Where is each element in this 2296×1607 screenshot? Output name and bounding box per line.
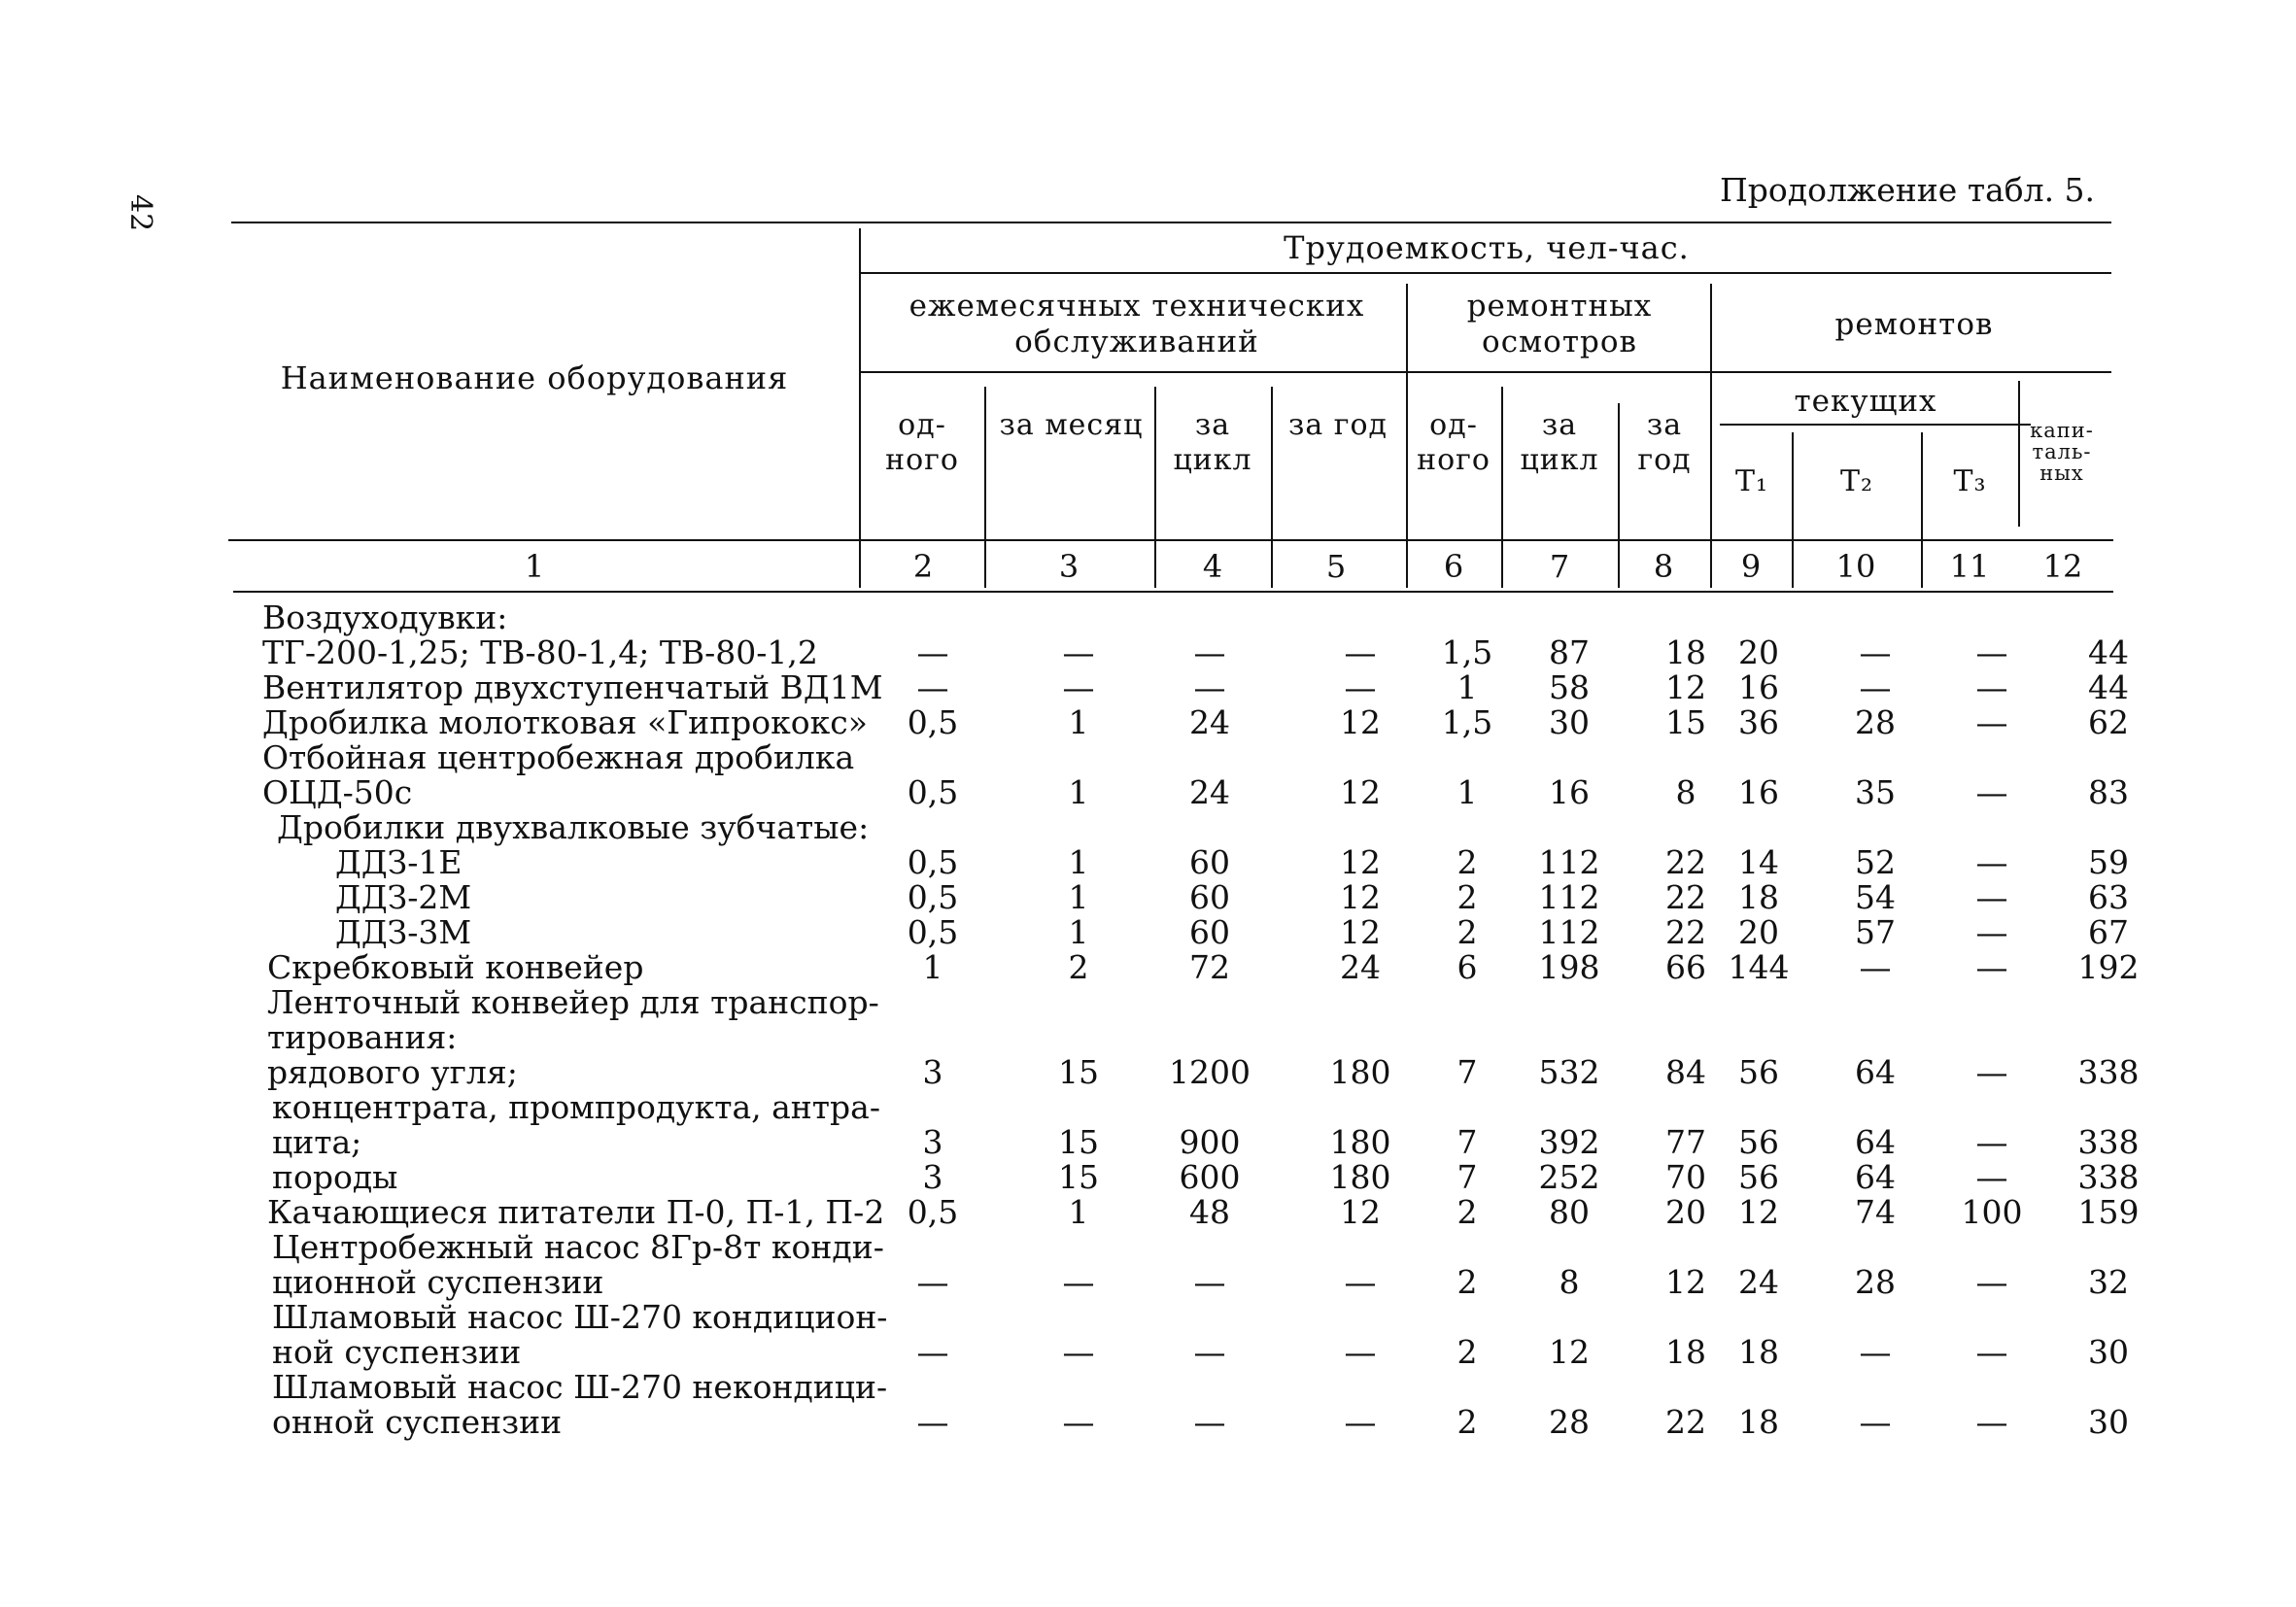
name-col-divider <box>859 228 861 588</box>
value-cell-col7: 87 <box>1549 633 1590 671</box>
table-row <box>0 1298 2296 1336</box>
value-cell-col2: — <box>916 668 949 706</box>
value-cell-col2: 0,5 <box>907 1193 959 1231</box>
equipment-name-cell: Отбойная центробежная дробилка <box>262 738 855 776</box>
value-cell-col12: 44 <box>2088 668 2129 706</box>
value-cell-col7: 8 <box>1559 1263 1580 1301</box>
value-cell-col9: 18 <box>1738 878 1779 916</box>
value-cell-col5: 180 <box>1329 1053 1391 1091</box>
value-cell-col10: 54 <box>1855 878 1896 916</box>
value-cell-col10: 64 <box>1855 1053 1896 1091</box>
table-row <box>0 808 2296 846</box>
value-cell-col6: 1,5 <box>1441 703 1493 741</box>
header-monthly-maintenance: ежемесячных технических обслуживаний <box>908 289 1365 360</box>
value-cell-col8: 20 <box>1665 1193 1706 1231</box>
value-cell-col9: 20 <box>1738 633 1779 671</box>
table-row <box>0 1368 2296 1406</box>
value-cell-col8: 66 <box>1665 948 1706 986</box>
top-rule <box>231 222 2111 223</box>
value-cell-col5: — <box>1344 1333 1377 1371</box>
table-row <box>0 1403 2296 1441</box>
value-cell-col9: 36 <box>1738 703 1779 741</box>
value-cell-col3: 1 <box>1068 878 1089 916</box>
value-cell-col2: — <box>916 633 949 671</box>
value-cell-col9: 24 <box>1738 1263 1779 1301</box>
value-cell-col8: 77 <box>1665 1123 1706 1161</box>
col-number-bottom-rule <box>233 591 2113 593</box>
table-row <box>0 598 2296 636</box>
value-cell-col2: 3 <box>922 1158 943 1196</box>
equipment-name-cell: Шламовый насос Ш-270 некондици- <box>272 1368 888 1406</box>
value-cell-col10: 57 <box>1855 913 1896 951</box>
equipment-name-cell: онной суспензии <box>272 1403 563 1441</box>
value-cell-col12: 30 <box>2088 1333 2129 1371</box>
value-cell-col7: 12 <box>1549 1333 1590 1371</box>
header-current-repairs: текущих <box>1794 384 1937 419</box>
col-number-9: 9 <box>1740 548 1762 585</box>
value-cell-col2: 0,5 <box>907 843 959 881</box>
equipment-name-cell: Центробежный насос 8Гр-8т конди- <box>272 1228 884 1266</box>
header-bottom-rule <box>228 539 2113 541</box>
equipment-name-cell: Дробилки двухвалковые зубчатые: <box>277 808 870 846</box>
table-row <box>0 913 2296 951</box>
value-cell-col4: 24 <box>1189 773 1230 811</box>
header-repair-inspections: ремонтных осмотров <box>1466 289 1653 360</box>
value-cell-col7: 112 <box>1538 913 1600 951</box>
value-cell-col6: 1,5 <box>1441 633 1493 671</box>
col-number-5: 5 <box>1325 548 1347 585</box>
value-cell-col2: — <box>916 1263 949 1301</box>
value-cell-col10: 64 <box>1855 1123 1896 1161</box>
value-cell-col6: 2 <box>1456 843 1478 881</box>
value-cell-col6: 2 <box>1456 913 1478 951</box>
header-col4: за цикл <box>1173 408 1252 477</box>
value-cell-col5: — <box>1344 1263 1377 1301</box>
col-divider-7-8 <box>1618 403 1620 588</box>
value-cell-col6: 2 <box>1456 1333 1478 1371</box>
value-cell-col12: 44 <box>2088 633 2129 671</box>
value-cell-col7: 112 <box>1538 843 1600 881</box>
value-cell-col5: 12 <box>1340 703 1381 741</box>
value-cell-col5: 12 <box>1340 1193 1381 1231</box>
value-cell-col10: 28 <box>1855 1263 1896 1301</box>
current-repairs-underline <box>1720 424 2031 426</box>
value-cell-col4: — <box>1193 1263 1226 1301</box>
table-row <box>0 878 2296 916</box>
header-col2: од- ного <box>885 408 959 477</box>
value-cell-col3: — <box>1062 633 1095 671</box>
equipment-name-cell: цита; <box>272 1123 362 1161</box>
value-cell-col9: 56 <box>1738 1053 1779 1091</box>
col-number-11: 11 <box>1949 548 1990 585</box>
value-cell-col4: 60 <box>1189 843 1230 881</box>
value-cell-col3: 1 <box>1068 913 1089 951</box>
subgroup-underline <box>860 371 2111 373</box>
table-row <box>0 1228 2296 1266</box>
value-cell-col4: — <box>1193 1333 1226 1371</box>
header-labor-intensity: Трудоемкость, чел-час. <box>1284 229 1690 266</box>
col-divider-10-11 <box>1921 432 1923 588</box>
header-repairs: ремонтов <box>1834 307 1994 342</box>
equipment-name-cell: ОЦД-50с <box>262 773 413 811</box>
col-number-1: 1 <box>524 548 545 585</box>
value-cell-col6: 7 <box>1456 1053 1478 1091</box>
col-number-10: 10 <box>1835 548 1876 585</box>
value-cell-col4: — <box>1193 633 1226 671</box>
table-row <box>0 1333 2296 1371</box>
value-cell-col10: 52 <box>1855 843 1896 881</box>
equipment-name-cell: Дробилка молотковая «Гипрококс» <box>262 703 868 741</box>
value-cell-col12: 338 <box>2077 1158 2140 1196</box>
header-col5: за год <box>1287 408 1388 442</box>
value-cell-col12: 83 <box>2088 773 2129 811</box>
table-row <box>0 773 2296 811</box>
table-row <box>0 948 2296 986</box>
value-cell-col5: — <box>1344 668 1377 706</box>
table-row <box>0 1018 2296 1056</box>
value-cell-col12: 338 <box>2077 1123 2140 1161</box>
value-cell-col10: — <box>1859 1333 1892 1371</box>
table-row <box>0 1088 2296 1126</box>
value-cell-col11: — <box>1975 668 2008 706</box>
col-number-4: 4 <box>1202 548 1223 585</box>
value-cell-col7: 16 <box>1549 773 1590 811</box>
value-cell-col9: 144 <box>1728 948 1790 986</box>
value-cell-col10: 35 <box>1855 773 1896 811</box>
value-cell-col7: 80 <box>1549 1193 1590 1231</box>
value-cell-col9: 18 <box>1738 1403 1779 1441</box>
value-cell-col2: 0,5 <box>907 703 959 741</box>
col-divider-8-9 <box>1710 284 1712 588</box>
value-cell-col10: — <box>1859 633 1892 671</box>
table-row <box>0 738 2296 776</box>
equipment-name-cell: ДДЗ-3М <box>335 913 472 951</box>
value-cell-col2: 3 <box>922 1123 943 1161</box>
col-divider-5-6 <box>1406 284 1408 588</box>
value-cell-col11: — <box>1975 878 2008 916</box>
col-number-8: 8 <box>1653 548 1674 585</box>
value-cell-col5: 180 <box>1329 1158 1391 1196</box>
header-col10-t2: Т₂ <box>1839 464 1874 498</box>
value-cell-col12: 62 <box>2088 703 2129 741</box>
value-cell-col3: 15 <box>1058 1123 1099 1161</box>
table-row <box>0 1193 2296 1231</box>
value-cell-col12: 63 <box>2088 878 2129 916</box>
table-row <box>0 633 2296 671</box>
value-cell-col6: 1 <box>1456 773 1478 811</box>
value-cell-col10: 74 <box>1855 1193 1896 1231</box>
equipment-name-cell: ДДЗ-1Е <box>335 843 463 881</box>
value-cell-col7: 532 <box>1538 1053 1600 1091</box>
header-equipment-name: Наименование оборудования <box>280 359 789 396</box>
value-cell-col4: 48 <box>1189 1193 1230 1231</box>
value-cell-col4: 1200 <box>1169 1053 1251 1091</box>
value-cell-col7: 252 <box>1538 1158 1600 1196</box>
header-capital-repairs: капи- таль- ных <box>2030 419 2094 486</box>
table-row <box>0 668 2296 706</box>
equipment-name-cell: ной суспензии <box>272 1333 522 1371</box>
equipment-name-cell: Воздуходувки: <box>262 598 508 636</box>
value-cell-col12: 159 <box>2077 1193 2140 1231</box>
table-row <box>0 1123 2296 1161</box>
value-cell-col8: 84 <box>1665 1053 1706 1091</box>
value-cell-col2: 0,5 <box>907 878 959 916</box>
value-cell-col6: 6 <box>1456 948 1478 986</box>
col-number-3: 3 <box>1058 548 1079 585</box>
col-divider-6-7 <box>1501 387 1503 588</box>
equipment-name-cell: Скребковый конвейер <box>267 948 644 986</box>
value-cell-col6: 7 <box>1456 1123 1478 1161</box>
value-cell-col11: — <box>1975 1123 2008 1161</box>
value-cell-col3: 15 <box>1058 1053 1099 1091</box>
value-cell-col11: — <box>1975 703 2008 741</box>
value-cell-col4: 60 <box>1189 913 1230 951</box>
value-cell-col8: 22 <box>1665 843 1706 881</box>
value-cell-col8: 12 <box>1665 668 1706 706</box>
value-cell-col10: 28 <box>1855 703 1896 741</box>
value-cell-col12: 192 <box>2077 948 2140 986</box>
value-cell-col8: 22 <box>1665 878 1706 916</box>
value-cell-col6: 2 <box>1456 1403 1478 1441</box>
value-cell-col9: 56 <box>1738 1158 1779 1196</box>
table-row <box>0 983 2296 1021</box>
value-cell-col12: 67 <box>2088 913 2129 951</box>
value-cell-col7: 28 <box>1549 1403 1590 1441</box>
value-cell-col3: 1 <box>1068 843 1089 881</box>
value-cell-col7: 198 <box>1538 948 1600 986</box>
value-cell-col5: 12 <box>1340 843 1381 881</box>
value-cell-col12: 59 <box>2088 843 2129 881</box>
equipment-name-cell: концентрата, промпродукта, антра- <box>272 1088 880 1126</box>
col-number-2: 2 <box>912 548 934 585</box>
value-cell-col7: 30 <box>1549 703 1590 741</box>
value-cell-col7: 112 <box>1538 878 1600 916</box>
value-cell-col11: — <box>1975 773 2008 811</box>
equipment-name-cell: рядового угля; <box>267 1053 518 1091</box>
value-cell-col8: 18 <box>1665 633 1706 671</box>
value-cell-col3: 15 <box>1058 1158 1099 1196</box>
equipment-name-cell: ДДЗ-2М <box>335 878 472 916</box>
equipment-name-cell: Качающиеся питатели П-0, П-1, П-2 <box>267 1193 885 1231</box>
value-cell-col4: 24 <box>1189 703 1230 741</box>
value-cell-col3: 1 <box>1068 773 1089 811</box>
col-divider-9-10 <box>1792 432 1794 588</box>
value-cell-col5: — <box>1344 1403 1377 1441</box>
col-number-12: 12 <box>2042 548 2083 585</box>
value-cell-col8: 15 <box>1665 703 1706 741</box>
value-cell-col4: 600 <box>1179 1158 1241 1196</box>
value-cell-col9: 18 <box>1738 1333 1779 1371</box>
value-cell-col5: 12 <box>1340 773 1381 811</box>
value-cell-col8: 12 <box>1665 1263 1706 1301</box>
table-row <box>0 1158 2296 1196</box>
value-cell-col2: — <box>916 1403 949 1441</box>
value-cell-col5: 12 <box>1340 878 1381 916</box>
equipment-name-cell: ционной суспензии <box>272 1263 604 1301</box>
value-cell-col3: — <box>1062 668 1095 706</box>
value-cell-col8: 8 <box>1675 773 1696 811</box>
header-col9-t1: Т₁ <box>1734 464 1769 498</box>
value-cell-col11: — <box>1975 843 2008 881</box>
value-cell-col3: 1 <box>1068 703 1089 741</box>
value-cell-col2: 0,5 <box>907 913 959 951</box>
value-cell-col11: — <box>1975 633 2008 671</box>
value-cell-col11: — <box>1975 1263 2008 1301</box>
col-divider-4-5 <box>1271 387 1273 588</box>
value-cell-col4: — <box>1193 1403 1226 1441</box>
value-cell-col2: 3 <box>922 1053 943 1091</box>
value-cell-col6: 7 <box>1456 1158 1478 1196</box>
value-cell-col12: 338 <box>2077 1053 2140 1091</box>
equipment-name-cell: Ленточный конвейер для транспор- <box>267 983 879 1021</box>
value-cell-col2: — <box>916 1333 949 1371</box>
value-cell-col10: 64 <box>1855 1158 1896 1196</box>
col-number-7: 7 <box>1549 548 1570 585</box>
value-cell-col11: 100 <box>1961 1193 2023 1231</box>
value-cell-col4: 60 <box>1189 878 1230 916</box>
value-cell-col3: — <box>1062 1403 1095 1441</box>
value-cell-col10: — <box>1859 668 1892 706</box>
equipment-name-cell: ТГ-200-1,25; ТВ-80-1,4; ТВ-80-1,2 <box>262 633 818 671</box>
value-cell-col4: 900 <box>1179 1123 1241 1161</box>
col-divider-2-3 <box>984 387 986 588</box>
value-cell-col8: 22 <box>1665 1403 1706 1441</box>
value-cell-col11: — <box>1975 913 2008 951</box>
value-cell-col3: — <box>1062 1263 1095 1301</box>
value-cell-col11: — <box>1975 1333 2008 1371</box>
value-cell-col8: 18 <box>1665 1333 1706 1371</box>
value-cell-col7: 58 <box>1549 668 1590 706</box>
value-cell-col4: 72 <box>1189 948 1230 986</box>
value-cell-col8: 22 <box>1665 913 1706 951</box>
equipment-name-cell: породы <box>272 1158 398 1196</box>
value-cell-col5: 180 <box>1329 1123 1391 1161</box>
value-cell-col9: 14 <box>1738 843 1779 881</box>
col-divider-3-4 <box>1154 387 1156 588</box>
value-cell-col9: 20 <box>1738 913 1779 951</box>
value-cell-col11: — <box>1975 1403 2008 1441</box>
header-col7: за цикл <box>1520 408 1599 477</box>
value-cell-col9: 12 <box>1738 1193 1779 1231</box>
value-cell-col11: — <box>1975 948 2008 986</box>
header-col11-t3: Т₃ <box>1953 464 1987 498</box>
table-row <box>0 1263 2296 1301</box>
header-col3: за месяц <box>999 408 1144 442</box>
value-cell-col5: 12 <box>1340 913 1381 951</box>
value-cell-col6: 1 <box>1456 668 1478 706</box>
value-cell-col2: 1 <box>922 948 943 986</box>
value-cell-col10: — <box>1859 948 1892 986</box>
value-cell-col9: 16 <box>1738 773 1779 811</box>
header-col8: за год <box>1637 408 1692 477</box>
value-cell-col12: 30 <box>2088 1403 2129 1441</box>
value-cell-col6: 2 <box>1456 878 1478 916</box>
value-cell-col12: 32 <box>2088 1263 2129 1301</box>
value-cell-col3: — <box>1062 1333 1095 1371</box>
value-cell-col9: 16 <box>1738 668 1779 706</box>
table-row <box>0 703 2296 741</box>
value-cell-col7: 392 <box>1538 1123 1600 1161</box>
col-number-6: 6 <box>1443 548 1464 585</box>
header-col6: од- ного <box>1417 408 1491 477</box>
value-cell-col5: 24 <box>1340 948 1381 986</box>
equipment-name-cell: тирования: <box>267 1018 458 1056</box>
value-cell-col10: — <box>1859 1403 1892 1441</box>
value-cell-col3: 2 <box>1068 948 1089 986</box>
equipment-name-cell: Вентилятор двухступенчатый ВД1М <box>262 668 883 706</box>
group-title-underline <box>860 272 2111 274</box>
col-divider-11-12 <box>2018 381 2020 527</box>
table-continuation-label: Продолжение табл. 5. <box>1720 171 2096 209</box>
value-cell-col11: — <box>1975 1158 2008 1196</box>
table-row <box>0 843 2296 881</box>
value-cell-col8: 70 <box>1665 1158 1706 1196</box>
page-number: 42 <box>123 194 157 232</box>
value-cell-col11: — <box>1975 1053 2008 1091</box>
table-row <box>0 1053 2296 1091</box>
value-cell-col9: 56 <box>1738 1123 1779 1161</box>
value-cell-col4: — <box>1193 668 1226 706</box>
value-cell-col3: 1 <box>1068 1193 1089 1231</box>
value-cell-col6: 2 <box>1456 1193 1478 1231</box>
equipment-name-cell: Шламовый насос Ш-270 кондицион- <box>272 1298 888 1336</box>
value-cell-col2: 0,5 <box>907 773 959 811</box>
value-cell-col5: — <box>1344 633 1377 671</box>
value-cell-col6: 2 <box>1456 1263 1478 1301</box>
